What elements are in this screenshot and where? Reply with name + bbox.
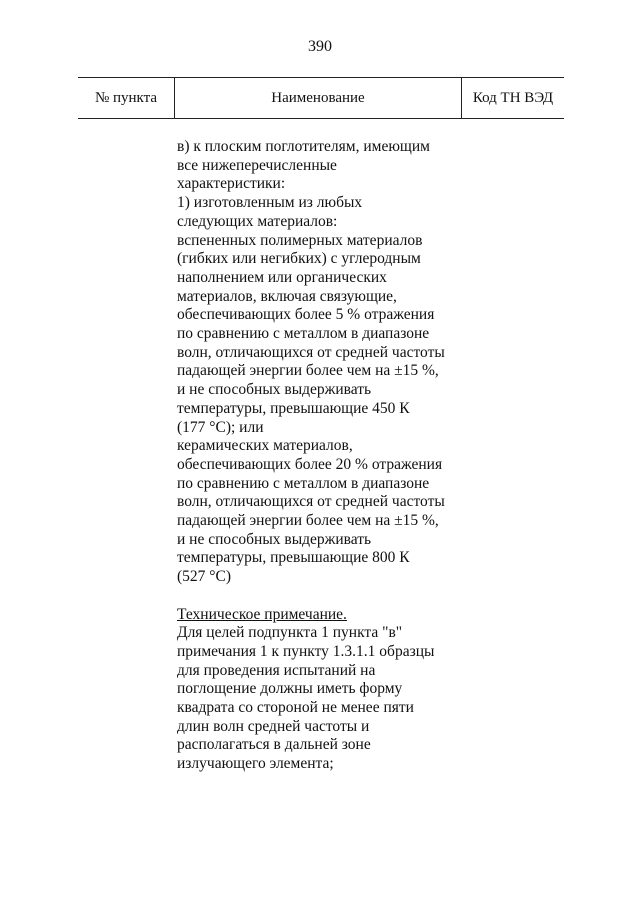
body-line: 1) изготовленным из любых xyxy=(177,194,363,212)
body-line: падающей энергии более чем на ±15 %, xyxy=(177,512,439,530)
body-line: наполнением или органических xyxy=(177,268,387,286)
body-line: следующих материалов: xyxy=(177,212,338,230)
body-line: в) к плоским поглотителям, имеющим xyxy=(177,138,430,155)
table-header xyxy=(78,77,564,119)
note-line: квадрата со стороной не менее пяти xyxy=(177,699,414,717)
column-header-name: Наименование xyxy=(175,78,462,118)
body-line: (177 °С); или xyxy=(177,418,264,436)
paragraph-gap xyxy=(177,587,477,606)
body-line: волн, отличающихся от средней частоты xyxy=(177,343,445,361)
body-line: температуры, превышающие 450 К xyxy=(177,399,410,417)
body-line: характеристики: xyxy=(177,175,286,193)
body-line: (гибких или негибких) с углеродным xyxy=(177,250,421,268)
body-line: обеспечивающих более 5 % отражения xyxy=(177,306,435,324)
note-line: для проведения испытаний на xyxy=(177,661,376,679)
note-title: Техническое примечание. xyxy=(177,605,347,623)
body-line: по сравнению с металлом в диапазоне xyxy=(177,474,430,492)
body-line: (527 °С) xyxy=(177,568,231,586)
page-number: 390 xyxy=(308,38,332,55)
body-line: материалов, включая связующие, xyxy=(177,287,397,305)
body-line: температуры, превышающие 800 К xyxy=(177,549,410,567)
note-line: располагаться в дальней зоне xyxy=(177,736,371,754)
body-line: все нижеперечисленные xyxy=(177,156,337,174)
body-line: и не способных выдерживать xyxy=(177,530,372,548)
body-line: и не способных выдерживать xyxy=(177,381,372,399)
note-line: излучающего элемента; xyxy=(177,755,334,773)
body-line: обеспечивающих более 20 % отражения xyxy=(177,455,443,473)
body-line: по сравнению с металлом в диапазоне xyxy=(177,325,430,343)
body-line: волн, отличающихся от средней частоты xyxy=(177,493,445,511)
note-line: Для целей подпункта 1 пункта "в" xyxy=(177,624,403,642)
body-line: керамических материалов, xyxy=(177,437,353,455)
item-description xyxy=(177,138,477,774)
note-line: поглощение должны иметь форму xyxy=(177,680,403,698)
note-line: длин волн средней частоты и xyxy=(177,717,370,735)
column-header-code: Код ТН ВЭД xyxy=(472,89,554,106)
column-header-number: № пункта xyxy=(78,78,175,118)
note-line: примечания 1 к пункту 1.3.1.1 образцы xyxy=(177,642,435,660)
body-line: вспененных полимерных материалов xyxy=(177,231,423,249)
body-line: падающей энергии более чем на ±15 %, xyxy=(177,362,439,380)
